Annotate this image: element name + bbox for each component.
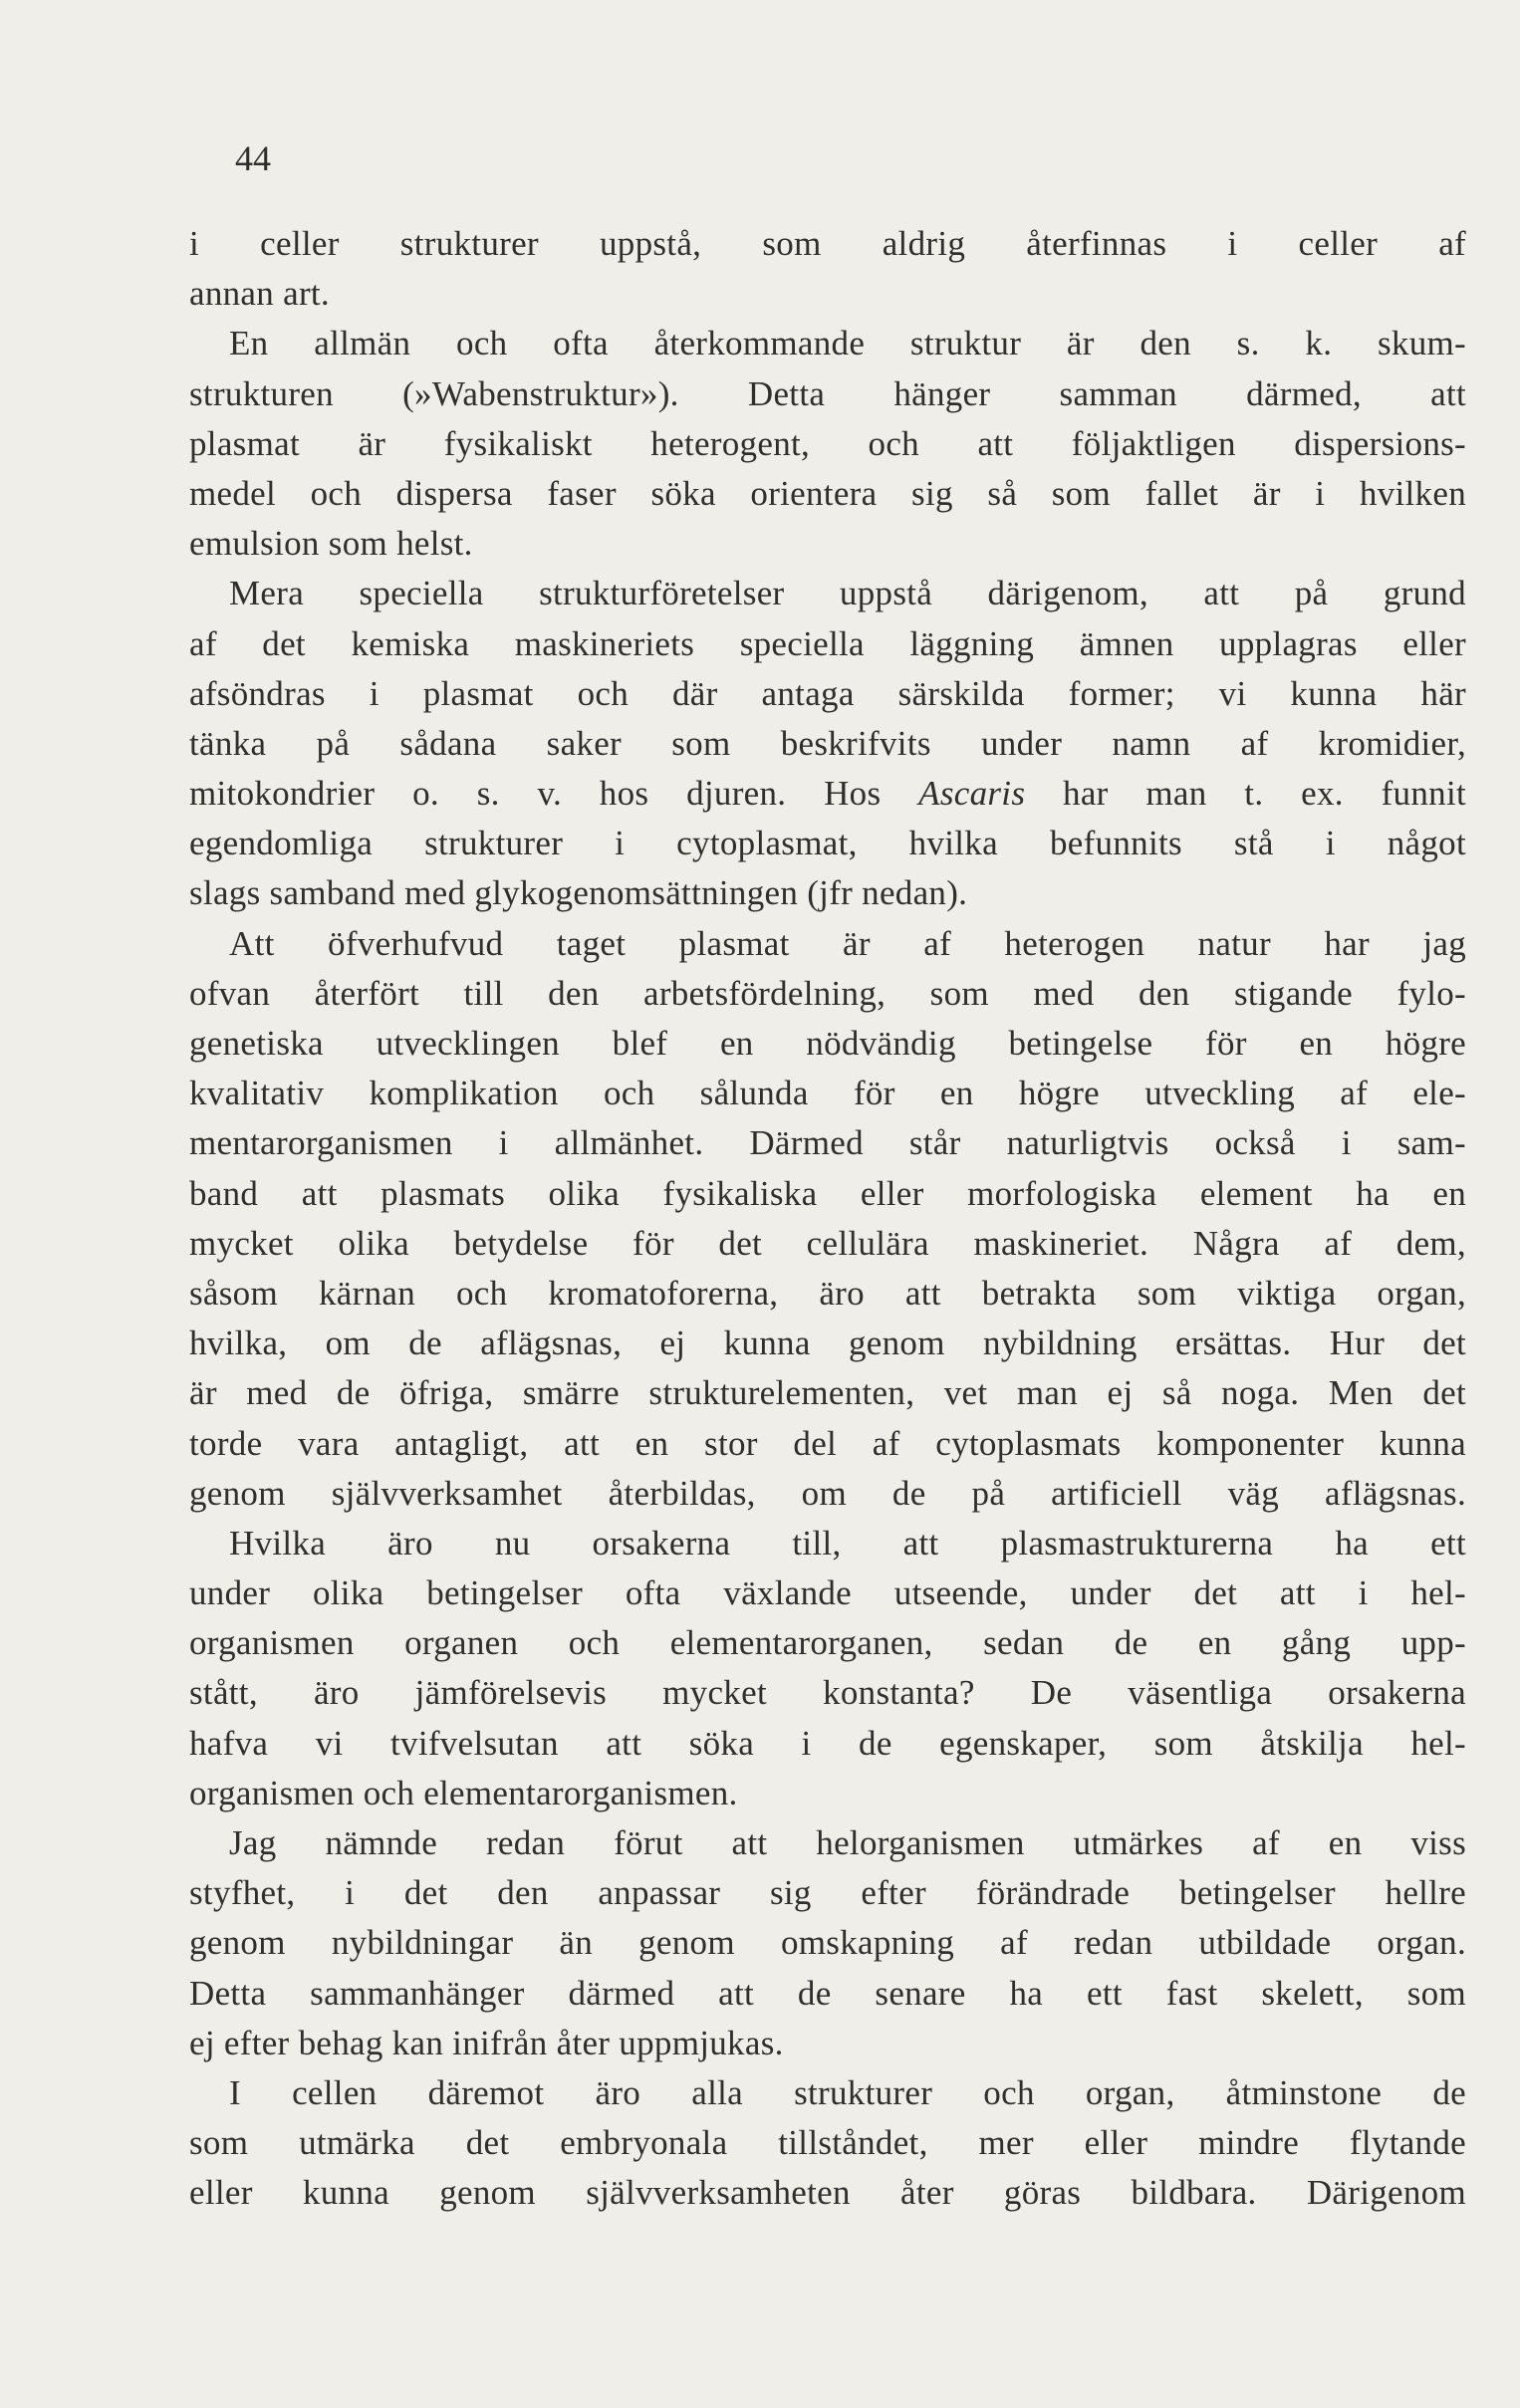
text-line: tänka på sådana saker som beskrifvits under namn af kromidier,: [189, 723, 1466, 763]
text-line: emulsion som helst.: [189, 524, 473, 564]
text-line: egendomliga strukturer i cytoplasmat, hvilka befunnits stå i något: [189, 824, 1466, 863]
text-line: mentarorganismen i allmänhet. Därmed står naturligtvis också i sam-: [189, 1123, 1466, 1163]
text-line: hafva vi tvifvelsutan att söka i de egenskaper, som åtskilja hel-: [189, 1723, 1466, 1763]
text-line: genom nybildningar än genom omskapning af redan utbildade organ.: [189, 1923, 1466, 1963]
text-line: som utmärka det embryonala tillståndet, mer eller mindre flytande: [189, 2123, 1466, 2163]
text-line: styfhet, i det den anpassar sig efter förändrade betingelser hellre: [189, 1873, 1466, 1913]
text-line: genetiska utvecklingen blef en nödvändig betingelse för en högre: [189, 1024, 1466, 1063]
text-line: ej efter behag kan inifrån åter uppmjukas.: [189, 2023, 784, 2062]
text-line: genom självverksamhet återbildas, om de på artificiell väg aflägsnas.: [189, 1473, 1466, 1513]
text-line: Mera speciella strukturföretelser uppstå därigenom, att på grund: [229, 574, 1466, 613]
text-line: mycket olika betydelse för det cellulära maskineriet. Några af dem,: [189, 1223, 1466, 1263]
text-line: Hvilka äro nu orsakerna till, att plasmastrukturerna ha ett: [229, 1523, 1466, 1563]
text-line: hvilka, om de aflägsnas, ej kunna genom nybildning ersättas. Hur det: [189, 1324, 1466, 1363]
text-line: band att plasmats olika fysikaliska eller morfologiska element ha en: [189, 1173, 1466, 1213]
text-line: plasmat är fysikaliskt heterogent, och att följaktligen dispersions-: [189, 423, 1466, 463]
italic-term: Ascaris: [918, 774, 1026, 814]
text-line: i celler strukturer uppstå, som aldrig återfinnas i celler af: [189, 224, 1466, 263]
text-line: Jag nämnde redan förut att helorganismen utmärkes af en viss: [229, 1823, 1466, 1862]
text-line: I cellen däremot äro alla strukturer och organ, åtminstone de: [229, 2072, 1466, 2112]
text-line: torde vara antagligt, att en stor del af cytoplasmats komponenter kunna: [189, 1423, 1466, 1463]
text-line: stått, äro jämförelsevis mycket konstanta? De väsentliga orsakerna: [189, 1673, 1466, 1713]
page-number: 44: [235, 138, 271, 178]
text-line: afsöndras i plasmat och där antaga särskilda former; vi kunna här: [189, 673, 1466, 713]
text-line: En allmän och ofta återkommande struktur är den s. k. skum-: [229, 324, 1466, 363]
text-line: mitokondrier o. s. v. hos djuren. Hos Ascaris har man t. ex. funnit: [189, 774, 1466, 814]
text-line: strukturen (»Wabenstruktur»). Detta hänger samman därmed, att: [189, 373, 1466, 413]
text-line: annan art.: [189, 274, 330, 314]
text-line: såsom kärnan och kromatoforerna, äro att betrakta som viktiga organ,: [189, 1273, 1466, 1313]
text-line: Att öfverhufvud taget plasmat är af heterogen natur har jag: [229, 923, 1466, 963]
text-line: under olika betingelser ofta växlande utseende, under det att i hel-: [189, 1573, 1466, 1613]
text-line: ofvan återfört till den arbetsfördelning, som med den stigande fylo-: [189, 973, 1466, 1013]
text-line: medel och dispersa faser söka orientera sig så som fallet är i hvilken: [189, 473, 1466, 513]
text-line: organismen och elementarorganismen.: [189, 1773, 738, 1812]
text-line: kvalitativ komplikation och sålunda för en högre utveckling af ele-: [189, 1074, 1466, 1113]
text-line: är med de öfriga, smärre strukturelementen, vet man ej så noga. Men det: [189, 1373, 1466, 1413]
text-line: organismen organen och elementarorganen, sedan de en gång upp-: [189, 1623, 1466, 1663]
text-line: af det kemiska maskineriets speciella läggning ämnen upplagras eller: [189, 623, 1466, 663]
text-line: eller kunna genom självverksamheten åter göras bildbara. Därigenom: [189, 2173, 1466, 2213]
text-line: Detta sammanhänger därmed att de senare ha ett fast skelett, som: [189, 1973, 1466, 2013]
text-line: slags samband med glykogenomsättningen (jfr nedan).: [189, 873, 968, 913]
body-text: [189, 219, 1466, 2219]
